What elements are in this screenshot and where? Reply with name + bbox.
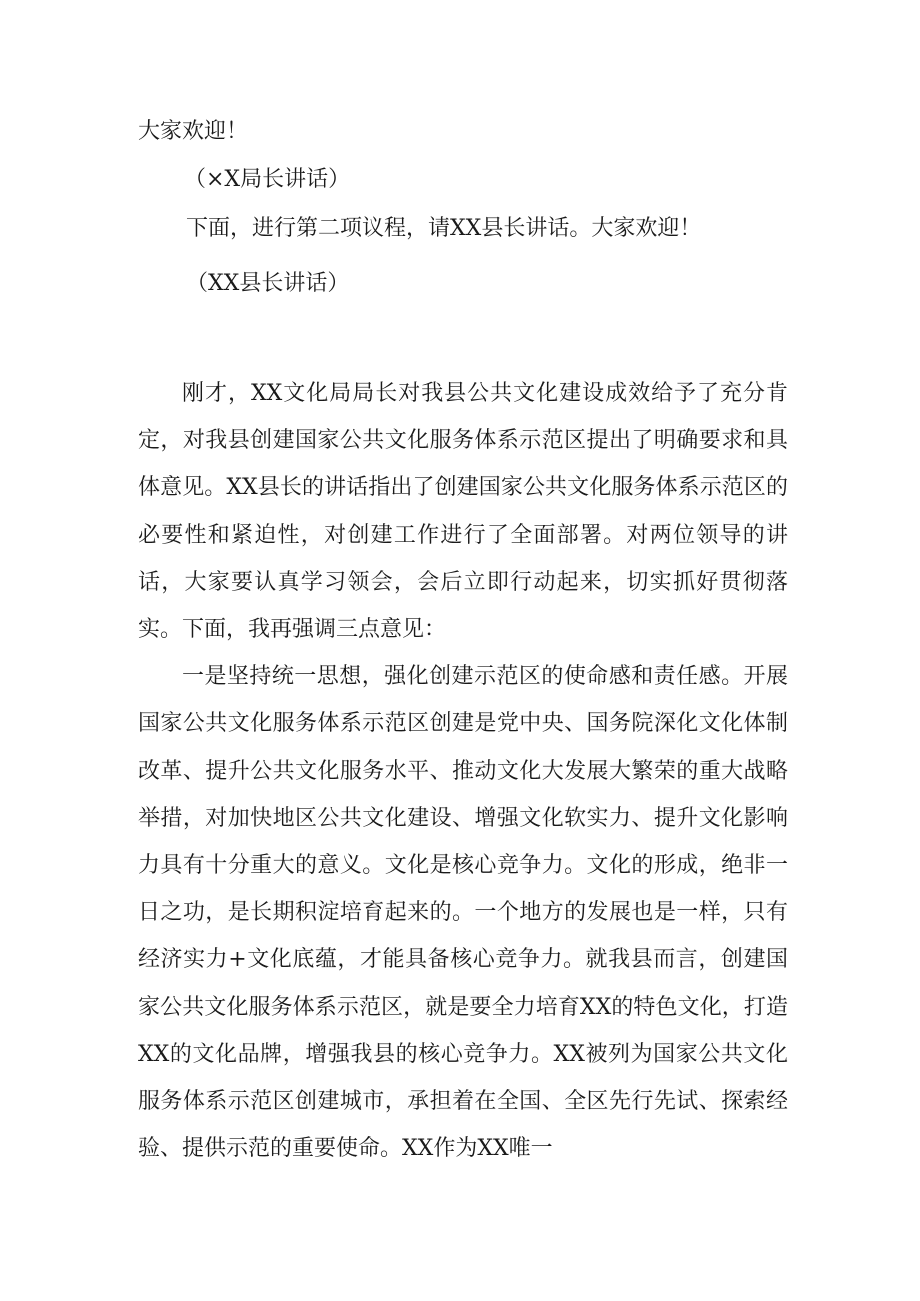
- body-text: [138, 370, 788, 1172]
- welcome-line: 大家欢迎！: [138, 119, 249, 144]
- paragraph-summary: 刚才，XX文化局局长对我县公共文化建设成效给予了充分肯定，对我县创建国家公共文化服务体系示范区提出了明确要求和具体意见。XX县长的讲话指出了创建国家公共文化服务体系示范区的必要性和紧迫性，对创建工作进行了全面部署。对两位领导的讲话，大家要认真学习领会，会后立即行动起来，切实抓好贯彻落实。下面，我再强调三点意见：: [138, 381, 788, 643]
- paragraph-point-one: 一是坚持统一思想，强化创建示范区的使命感和责任感。开展国家公共文化服务体系示范区创建是党中央、国务院深化文化体制改革、提升公共文化服务水平、推动文化大发展大繁荣的重大战略举措，对加快地区公共文化建设、增强文化软实力、提升文化影响力具有十分重大的意义。文化是核心竞争力。文化的形成，绝非一日之功，是长期积淀培育起来的。一个地方的发展也是一样，只有经济实力+文化底蕴，才能具备核心竞争力。就我县而言，创建国家公共文化服务体系示范区，就是要全力培育XX的特色文化，打造XX的文化品牌，增强我县的核心竞争力。XX被列为国家公共文化服务体系示范区创建城市，承担着在全国、全区先行先试、探索经验、提供示范的重要使命。XX作为XX唯一: [138, 664, 788, 1162]
- speech-note-county-head: （XX县长讲话）: [186, 271, 350, 296]
- speech-note-director: （×X局长讲话）: [184, 167, 351, 192]
- agenda-item-two: 下面，进行第二项议程，请XX县长讲话。大家欢迎！: [186, 216, 702, 241]
